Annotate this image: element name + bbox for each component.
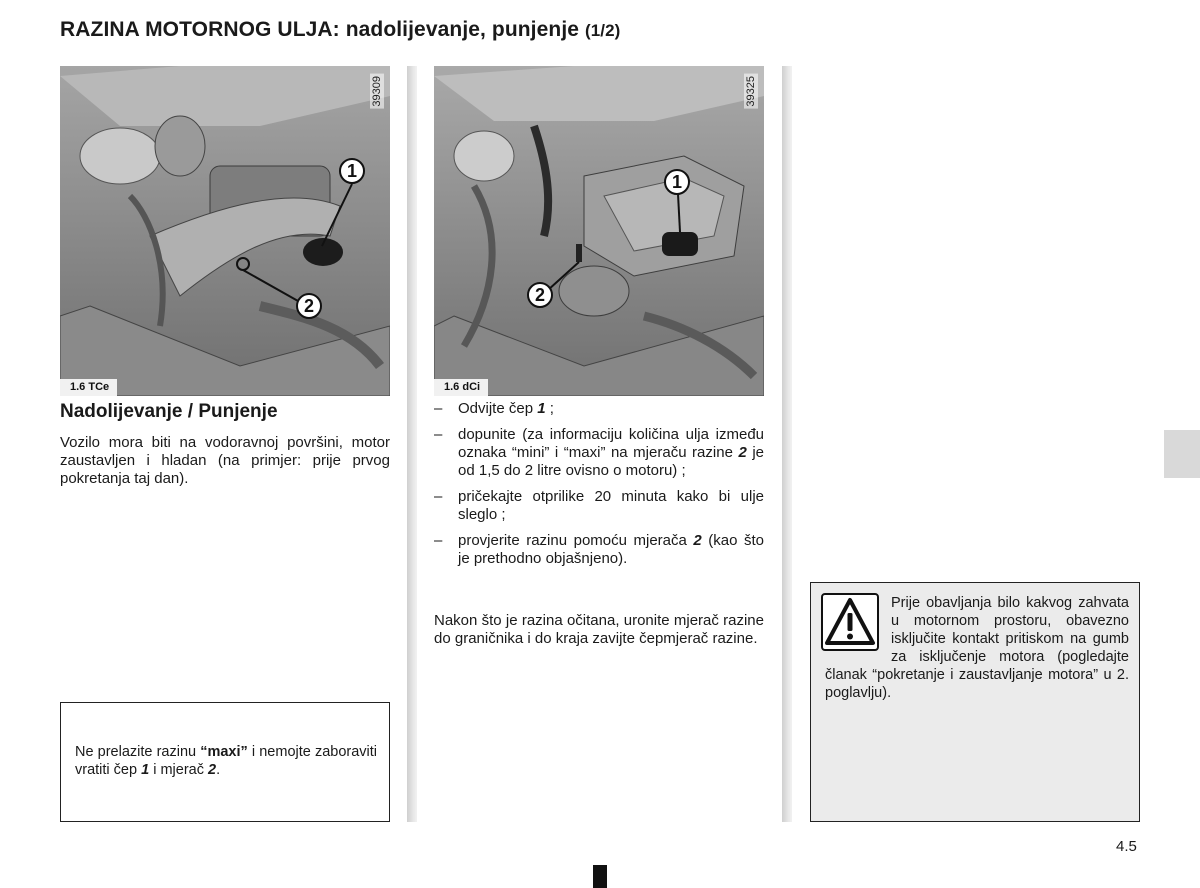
figure-code: 39325 xyxy=(745,76,757,107)
intro-paragraph: Vozilo mora biti na vodoravnoj površini, motor zaustavljen i hladan (na primjer: prije prvog pokretanja taj dan). xyxy=(60,434,390,487)
callout-1: 1 xyxy=(664,169,690,195)
column-divider-right xyxy=(782,66,792,822)
figure-code: 39309 xyxy=(371,76,383,107)
engine-label: 1.6 dCi xyxy=(434,379,488,396)
callout-2: 2 xyxy=(527,282,553,308)
page-title xyxy=(60,18,620,42)
steps-list xyxy=(434,400,764,576)
list-item: – Odvijte čep 1 ; xyxy=(434,400,554,417)
list-item: – pričekajte otprilike 20 minuta kako bi ulje sleglo ; xyxy=(434,488,764,523)
chapter-tab xyxy=(1164,430,1200,478)
callout-1: 1 xyxy=(339,158,365,184)
after-steps-paragraph: Nakon što je razina očitana, uronite mjerač razine do graničnika i do kraja zavijte čepmjerač razine. xyxy=(434,612,764,647)
engine-bay-illustration xyxy=(60,66,390,396)
column-divider-left xyxy=(407,66,417,822)
warning-text: Prije obavljanja bilo kakvog zahvata u motornom prostoru, obavezno isključite kontakt pritiskom na gumb za isključenje motora (pogledajte članak “pokretanje i zaustavljanje motora” u 2. poglavlju). xyxy=(825,595,1129,701)
section-heading: Nadolijevanje / Punjenje xyxy=(60,401,278,422)
title-part: (1/2) xyxy=(584,21,621,40)
title-main: RAZINA MOTORNOG ULJA: nadolijevanje, punjenje xyxy=(60,18,580,41)
page-number: 4.5 xyxy=(1116,838,1137,855)
engine-figure-tce xyxy=(60,66,390,396)
list-item: – provjerite razinu pomoću mjerača 2 (kao što je prethodno objašnjeno). xyxy=(434,532,764,567)
engine-bay-illustration xyxy=(434,66,764,396)
warning-box xyxy=(810,582,1140,822)
note-box xyxy=(60,702,390,822)
note-text: Ne prelazite razinu “maxi” i nemojte zaboraviti vratiti čep 1 i mjerač 2. xyxy=(75,744,377,778)
page-marker xyxy=(593,865,607,888)
engine-figure-dci xyxy=(434,66,764,396)
engine-label: 1.6 TCe xyxy=(60,379,117,396)
callout-2: 2 xyxy=(296,293,322,319)
list-item: – dopunite (za informaciju količina ulja između oznaka “mini” i “maxi” na mjeraču razine 2 je od 1,5 do 2 litre ovisno o motoru) ; xyxy=(434,426,765,479)
